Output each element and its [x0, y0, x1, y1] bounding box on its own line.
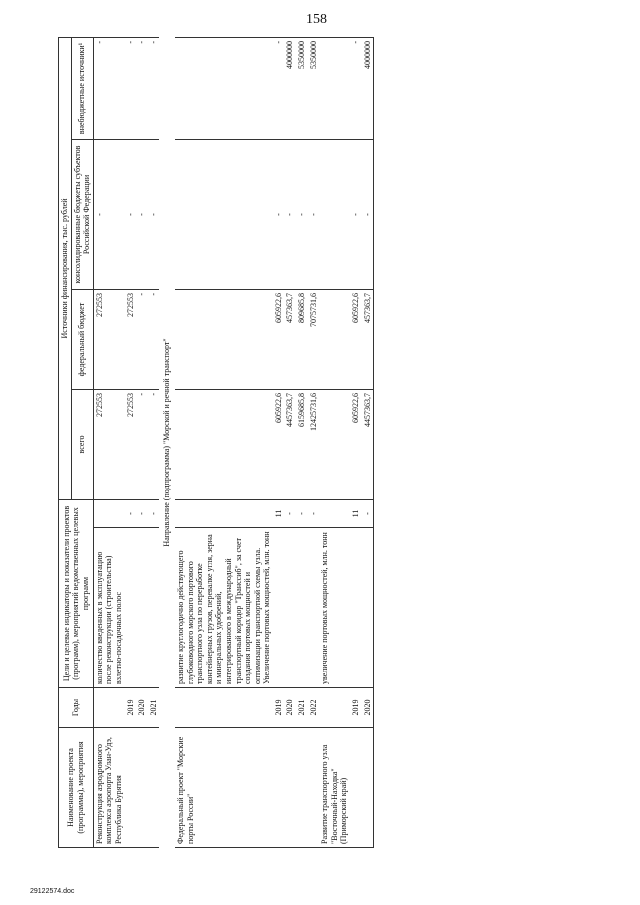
cell-year — [319, 688, 350, 728]
cell-extra: - — [136, 37, 148, 139]
cell-total: 605922,6 — [273, 390, 285, 500]
cell-year: 2021 — [148, 688, 160, 728]
cell-regional: - — [296, 140, 308, 290]
cell-total — [319, 390, 350, 500]
cell-total: 4457363,7 — [362, 390, 374, 500]
cell-federal: 605922,6 — [273, 290, 285, 390]
cell-federal: 457363,7 — [362, 290, 374, 390]
cell-year: 2020 — [284, 688, 296, 728]
header-extra: внебюджетные источники¹ — [71, 37, 93, 139]
cell-year: 2021 — [296, 688, 308, 728]
section-title: Направление (подпрограмма) "Морской и речной транспорт" — [162, 338, 172, 547]
table-row — [350, 37, 362, 847]
header-total: всего — [71, 390, 93, 500]
header-regional: консолидированные бюджеты субъектов Российской Федерации — [71, 140, 93, 290]
cell-regional: - — [93, 140, 124, 290]
cell-indicator-value: - — [136, 500, 148, 528]
cell-indicator-value — [175, 500, 273, 528]
cell-project-name — [284, 728, 296, 848]
cell-indicator-value — [93, 500, 124, 528]
cell-extra: 4000000 — [362, 37, 374, 139]
cell-year: 2020 — [136, 688, 148, 728]
cell-federal: - — [136, 290, 148, 390]
cell-goal: увеличение портовых мощностей, млн. тонн — [319, 528, 350, 688]
cell-project-name — [350, 728, 362, 848]
header-federal: федеральный бюджет — [71, 290, 93, 390]
cell-federal: 605922,6 — [350, 290, 362, 390]
cell-year: 2020 — [362, 688, 374, 728]
cell-project-name — [308, 728, 320, 848]
header-name: Наименование проекта (программы), мероприятия — [59, 728, 94, 848]
cell-total: 605922,6 — [350, 390, 362, 500]
document-id: 29122574.doc — [30, 888, 75, 895]
cell-goal — [350, 528, 362, 688]
table-row — [319, 37, 350, 847]
cell-year: 2019 — [273, 688, 285, 728]
cell-indicator-value: - — [125, 500, 137, 528]
cell-goal — [125, 528, 137, 688]
table-row — [125, 37, 137, 847]
cell-regional — [175, 140, 273, 290]
cell-total: - — [148, 390, 160, 500]
cell-total: 12425731,6 — [308, 390, 320, 500]
cell-indicator-value: - — [284, 500, 296, 528]
cell-indicator-value: - — [148, 500, 160, 528]
cell-regional: - — [362, 140, 374, 290]
cell-goal — [136, 528, 148, 688]
cell-federal: 7075731,6 — [308, 290, 320, 390]
table-row — [136, 37, 148, 847]
cell-extra: - — [273, 37, 285, 139]
cell-extra: 5350000 — [296, 37, 308, 139]
cell-goal — [296, 528, 308, 688]
cell-total: 272553 — [125, 390, 137, 500]
cell-regional: - — [148, 140, 160, 290]
cell-project-name — [296, 728, 308, 848]
cell-project-name — [136, 728, 148, 848]
cell-extra: 5350000 — [308, 37, 320, 139]
cell-federal: 457363,7 — [284, 290, 296, 390]
cell-year: 2019 — [125, 688, 137, 728]
cell-total: 6159685,8 — [296, 390, 308, 500]
cell-project-name: Реконструкция аэродромного комплекса аэропорта Улан-Удэ, Республика Бурятия — [93, 728, 124, 848]
cell-total — [175, 390, 273, 500]
cell-extra — [175, 37, 273, 139]
cell-goal — [308, 528, 320, 688]
cell-project-name — [125, 728, 137, 848]
cell-federal: 272553 — [125, 290, 137, 390]
cell-regional: - — [284, 140, 296, 290]
header-years: Годы — [59, 688, 94, 728]
cell-regional: - — [273, 140, 285, 290]
cell-goal — [284, 528, 296, 688]
cell-total: 272553 — [93, 390, 124, 500]
cell-project-name — [273, 728, 285, 848]
cell-indicator-value: 11 — [350, 500, 362, 528]
table-row — [273, 37, 285, 847]
cell-project-name — [362, 728, 374, 848]
cell-extra: 4000000 — [284, 37, 296, 139]
cell-regional: - — [136, 140, 148, 290]
table-row — [93, 37, 124, 847]
header-goals: Цели и целевые индикаторы и показатели проектов (программ), мероприятий ведомственных целевых программ — [59, 500, 94, 688]
cell-federal: - — [148, 290, 160, 390]
cell-regional: - — [125, 140, 137, 290]
cell-extra: - — [93, 37, 124, 139]
cell-regional: - — [350, 140, 362, 290]
section-row — [159, 37, 175, 847]
financing-table — [58, 37, 374, 848]
table-row — [148, 37, 160, 847]
table-row — [296, 37, 308, 847]
page-number: 158 — [306, 12, 327, 27]
cell-extra: - — [148, 37, 160, 139]
cell-indicator-value: - — [362, 500, 374, 528]
cell-project-name: Федеральный проект "Морские порты России" — [175, 728, 273, 848]
cell-federal: 809685,8 — [296, 290, 308, 390]
cell-project-name — [148, 728, 160, 848]
cell-regional — [319, 140, 350, 290]
cell-federal — [319, 290, 350, 390]
header-sources: Источники финансирования, тыс. рублей — [59, 37, 72, 499]
cell-goal: количество введенных в эксплуатацию после реконструкции (строительства) взлетно-посадочных полос — [93, 528, 124, 688]
cell-indicator-value: - — [308, 500, 320, 528]
cell-extra: - — [125, 37, 137, 139]
cell-year: 2019 — [350, 688, 362, 728]
cell-federal: 272553 — [93, 290, 124, 390]
cell-total: - — [136, 390, 148, 500]
cell-federal — [175, 290, 273, 390]
cell-extra: - — [350, 37, 362, 139]
cell-year: 2022 — [308, 688, 320, 728]
cell-indicator-value: - — [296, 500, 308, 528]
cell-indicator-value — [319, 500, 350, 528]
document-page-rotated — [58, 38, 573, 848]
table-row — [284, 37, 296, 847]
cell-goal — [273, 528, 285, 688]
cell-goal — [148, 528, 160, 688]
cell-goal: развитие круглогодично действующего глубоководного морского портового транспортного узла по переработке контейнерных грузов, перевалке угля, зерна и минеральных удобрений, интегрированного в международный транспортный коридор "Транссиб", за счет создания портовых мощностей и оптимизации транспортной схемы узла. Увеличение портовых мощностей, млн. тонн — [175, 528, 273, 688]
cell-total: 4457363,7 — [284, 390, 296, 500]
cell-project-name: Развитие транспортного узла "Восточный-Находка" (Приморский край) — [319, 728, 350, 848]
table-row — [308, 37, 320, 847]
cell-goal — [362, 528, 374, 688]
cell-indicator-value: 11 — [273, 500, 285, 528]
cell-regional: - — [308, 140, 320, 290]
cell-year — [175, 688, 273, 728]
cell-year — [93, 688, 124, 728]
table-row — [175, 37, 273, 847]
cell-extra — [319, 37, 350, 139]
table-row — [362, 37, 374, 847]
